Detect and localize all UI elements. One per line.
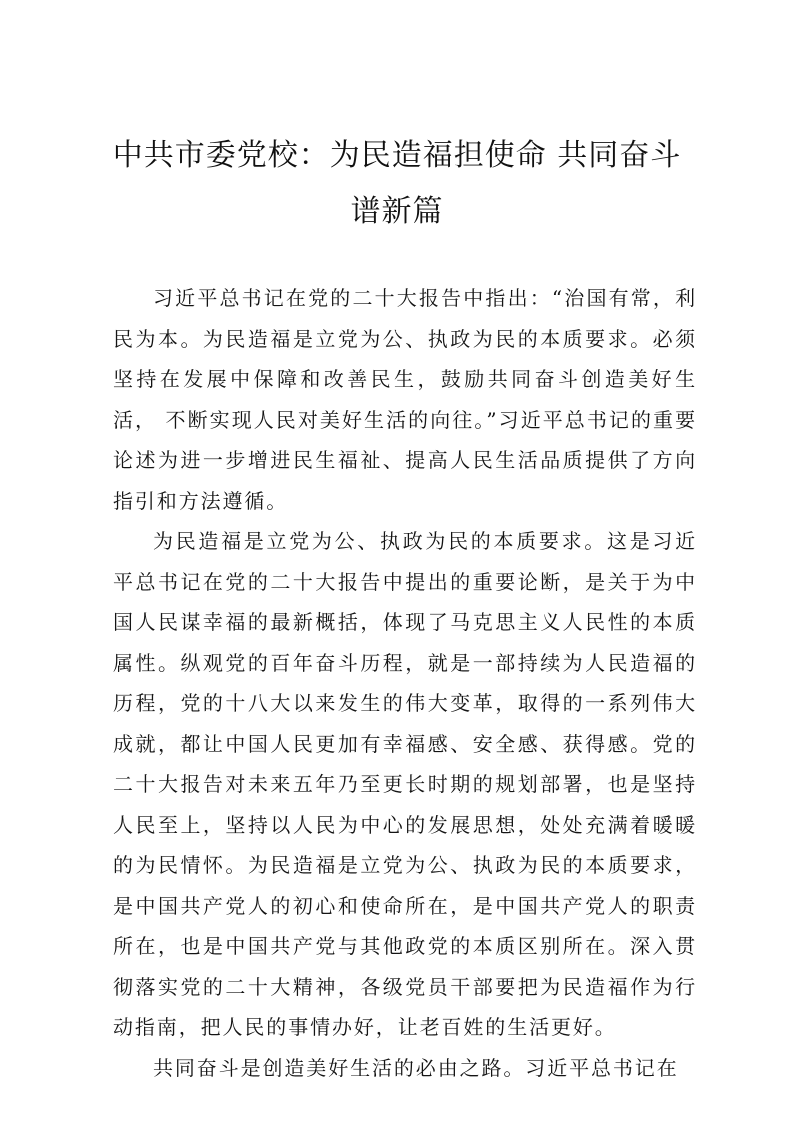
paragraph-3: 共同奋斗是创造美好生活的必由之路。习近平总书记在 — [153, 1055, 679, 1080]
document-body — [113, 278, 697, 1088]
document-title-line-2: 谱新篇 — [350, 194, 444, 229]
paragraph-1: 习近平总书记在党的二十大报告中指出：“治国有常，利民为本。为民造福是立党为公、执政为民的本质要求。必须坚持在发展中保障和改善民生，鼓励共同奋斗创造美好生活， 不断实现人民对美好生活的向往。”习近平总书记的重要论述为进一步增进民生福祉、提高人民生活品质提供了方向指引和方法遵循。 — [113, 286, 697, 513]
document-title-line-1: 中共市委党校：为民造福担使命 共同奋斗 — [112, 138, 682, 173]
paragraph-2: 为民造福是立党为公、执政为民的本质要求。这是习近平总书记在党的二十大报告中提出的重要论断，是关于为中国人民谋幸福的最新概括，体现了马克思主义人民性的本质属性。纵观党的百年奋斗历程，就是一部持续为人民造福的历程，党的十八大以来发生的伟大变革，取得的一系列伟大成就，都让中国人民更加有幸福感、安全感、获得感。党的二十大报告对未来五年乃至更长时期的规划部署，也是坚持人民至上，坚持以人民为中心的发展思想，处处充满着暖暖的为民情怀。为民造福是立党为公、执政为民的本质要求， 是中国共产党人的初心和使命所在，是中国共产党人的职责所在，也是中国共产党与其他政党的本质区别所在。深入贯彻落实党的二十大精神，各级党员干部要把为民造福作为行动指南，把人民的事情办好，让老百姓的生活更好。 — [113, 529, 697, 1039]
